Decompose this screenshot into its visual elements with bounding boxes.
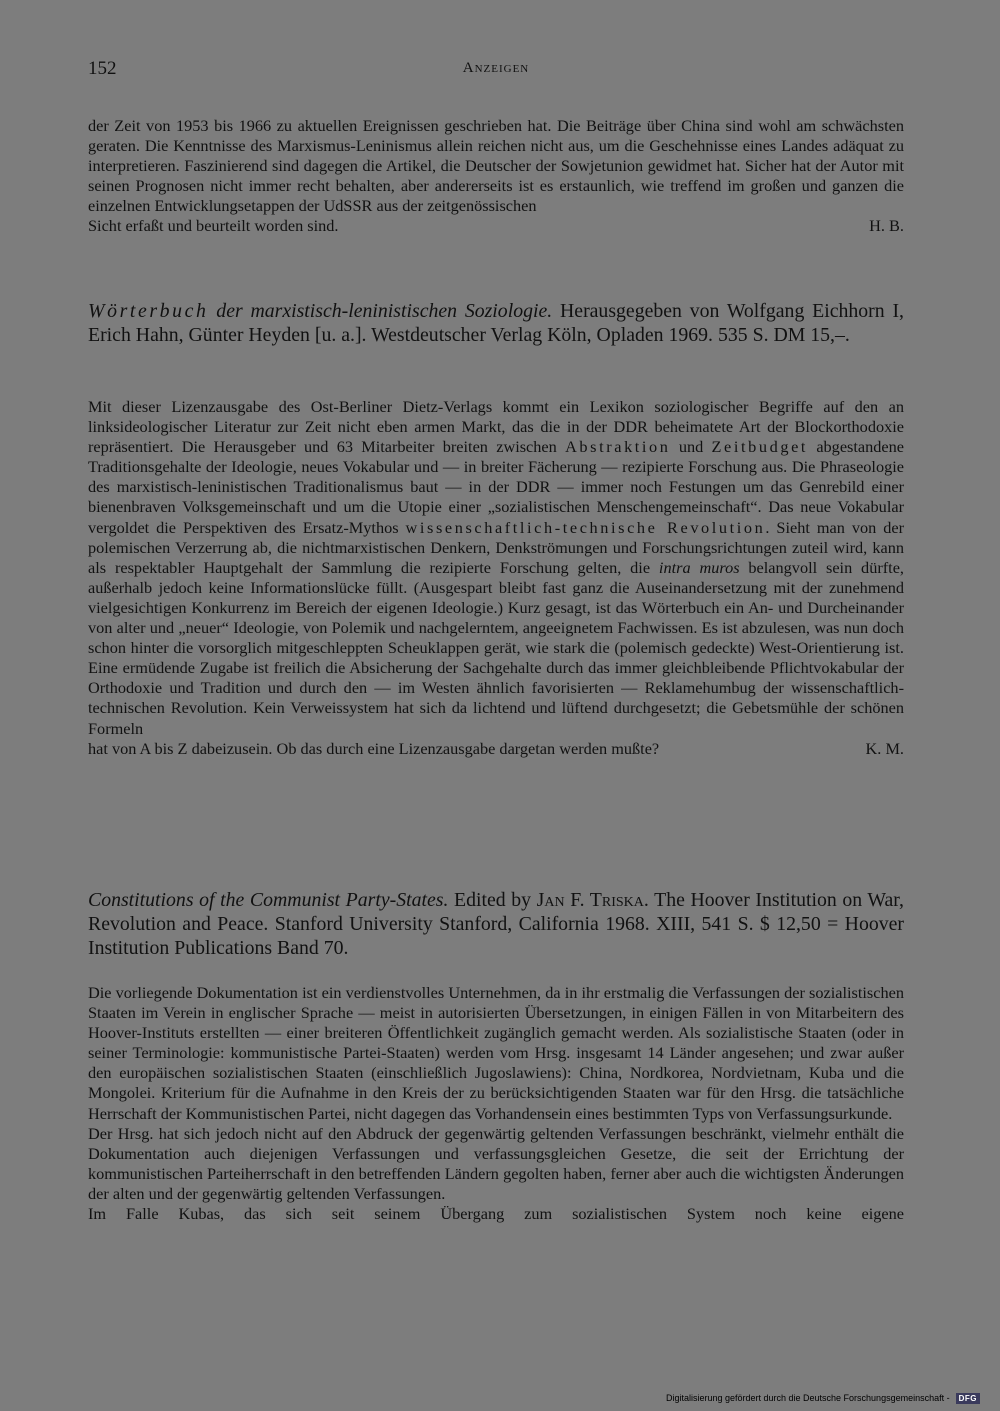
review-2-text-d: belangvoll sein dürfte, außerhalb jedoch keine Informationslücke füllt. (Ausgespart bleibt fast ganz die Auseinandersetzung mit der zunehmend vielgesichtigen Konkurrenz im Bereich der eigenen Ideologie.) Kurz gesagt, ist das Wörterbuch ein An- und Durcheinander von alter und „neuer“ Ideologie, von Polemik und nachgelerntem, angeeignetem Fachwissen. Es ist abzulesen, was nun doch schon hinter die vorsorglich mitgeschleppten Scheuklappen gerät, wie stark die (polemisch gedeckte) West-Orientierung ist. Eine ermüdende Zugabe ist freilich die Absicherung der Sachgehalte durch das immer gleichbleibende Pflichtvokabular der Orthodoxie und Tradition und durch den — im Westen ähnlich favorisierten — Reklamehumbug der wissenschaftlich-technischen Revolution. Kein Verweissystem hat sich da lichtend und lüftend durchgesetzt; die Gebetsmühle der schönen Formeln — [88, 557, 905, 738]
review-3-title — [88, 889, 904, 960]
review-2-title-spaced: Wörterbuch — [88, 300, 209, 322]
review-3-body — [88, 983, 904, 1224]
review-1-last-line — [88, 216, 904, 236]
review-2-title-rest: Herausgegeben von Wolfgang Eichhorn I, Erich Hahn, Günter Heyden [u. a.]. Westdeutscher Verlag Köln, Opladen 1969. 535 S. DM 15,–. — [88, 300, 904, 346]
review-3-para-1: Die vorliegende Dokumentation ist ein verdienstvolles Unternehmen, da in ihr erstmalig die Verfassungen der sozialistischen Staaten im Verein in englischer Sprache — meist in autorisierten Übersetzungen, in einigen Fällen in von Mitarbeitern des Hoover-Instituts erstellten — einer breiteren Öffentlichkeit zugänglich gemacht werden. Als sozialistische Staaten (oder in seiner Terminologie: kommunistische Partei-Staaten) werden vom Hrsg. insgesamt 14 Länder angesehen; und zwar außer den europäischen sozialistischen Staaten (einschließlich Jugoslawiens): China, Nordkorea, Nordvietnam, Kuba und die Mongolei. Kriterium für die Aufnahme in den Kreis der zu berücksichtigenden Staaten war für den Hrsg. die tatsächliche Herrschaft der Kommunistischen Partei, nicht dagegen das Vorhandensein eines bestimmten Typs von Verfassungsurkunde. — [88, 983, 904, 1123]
review-1-text: der Zeit von 1953 bis 1966 zu aktuellen Ereignissen geschrieben hat. Die Beiträge über China sind wohl am schwächsten geraten. Die Kenntnisse des Marxismus-Leninismus allein reichen nicht aus, um die Geschehnisse eines Landes adäquat zu interpretieren. Faszinierend sind dagegen die Artikel, die Deutscher der Sowjetunion gewidmet hat. Sicher hat der Autor mit seinen Prognosen nicht immer recht behalten, aber andererseits ist es erstaunlich, wie treffend im großen und ganzen die einzelnen Entwicklungsetappen der UdSSR aus der zeitgenössischen — [88, 116, 904, 216]
review-2-title-italic: der marxistisch-leninistischen Soziologie. — [208, 300, 553, 322]
review-3-para-3: Im Falle Kubas, das sich seit seinem Übergang zum sozialistischen System noch keine eigene — [88, 1204, 904, 1224]
review-2-spaced-2: Zeitbudget — [711, 437, 809, 457]
review-2-final-text: hat von A bis Z dabeizusein. Ob das durch eine Lizenzausgabe dargetan werden mußte? — [88, 738, 660, 758]
review-1-body — [88, 116, 904, 237]
review-2-text — [88, 397, 904, 739]
review-2-text-c: . Sieht man von der polemischen Verzerrung ab, die nichtmarxistischen Denkern, Denkströmungen und Forschungsrichtungen zuteil wird, kann als respektabler Hauptgehalt der Sammlung die rezipierte Forschung gelten, die — [88, 517, 904, 577]
review-1-final-text: Sicht erfaßt und beurteilt worden sind. — [88, 216, 339, 236]
review-1-signature: H. B. — [869, 216, 904, 236]
review-3-title-rest: . The Hoover Institution on War, Revolution and Peace. Stanford University Stanford, California 1968. XIII, 541 S. $ 12,50 = Hoover Institution Publications Band 70. — [88, 889, 904, 959]
review-3-title-a: Edited by — [448, 889, 537, 911]
review-2-spaced-1: Abstraktion — [565, 437, 671, 457]
review-2-and: und — [670, 437, 712, 457]
review-2-last-line — [88, 739, 904, 759]
review-3-title-italic: Constitutions of the Communist Party-States. — [88, 889, 449, 911]
review-2-signature: K. M. — [865, 738, 904, 758]
dfg-logo: DFG — [956, 1393, 980, 1404]
footer-text: Digitalisierung gefördert durch die Deutsche Forschungsgemeinschaft - — [665, 1393, 950, 1403]
review-2-text-a: Mit dieser Lizenzausgabe des Ost-Berliner Dietz-Verlags kommt ein Lexikon soziologischer Begriffe auf den an linksideologischer Literatur zur Zeit nicht eben armen Markt, das die in der DDR beheimatete Art der Blockorthodoxie repräsentiert. Die Herausgeber und 63 Mitarbeiter breiten zwischen — [88, 397, 904, 457]
review-2-title — [88, 300, 904, 348]
review-2-body — [88, 397, 904, 759]
running-title: Anzeigen — [462, 60, 530, 76]
page-number: 152 — [88, 58, 117, 79]
review-2-italic-1: intra muros — [658, 557, 740, 577]
review-3-para-2: Der Hrsg. hat sich jedoch nicht auf den Abdruck der gegenwärtig geltenden Verfassungen beschränkt, vielmehr enthält die Dokumentation auch diejenigen Verfassungen und verfassungsgleichen Gesetze, die seit der Errichtung der kommunistischen Parteiherrschaft in den betreffenden Ländern gegolten haben, ferner aber auch die wichtigsten Änderungen der alten und der gegenwärtig geltenden Verfassungen. — [88, 1123, 904, 1203]
review-3-editor: Jan F. Triska — [536, 889, 644, 911]
review-2-spaced-3: wissenschaftlich-technische Revolution — [405, 517, 766, 537]
page-header — [88, 58, 904, 84]
review-2-text-b: abgestandene Traditionsgehalte der Ideologie, neues Vokabular und — in breiter Fächerung — rezipierte Forschung aus. Die Phraseologie des marxistisch-leninistischen Traditionalismus baut — in der DDR — immer noch Festungen um das Genrebild einer bienenbraven Volksgemeinschaft und um die Utopie einer „sozialistischen Menschengemeinschaft“. Das neue Vokabular vergoldet die Perspektiven des Ersatz-Mythos — [88, 437, 905, 537]
digitization-footer — [666, 1390, 980, 1406]
